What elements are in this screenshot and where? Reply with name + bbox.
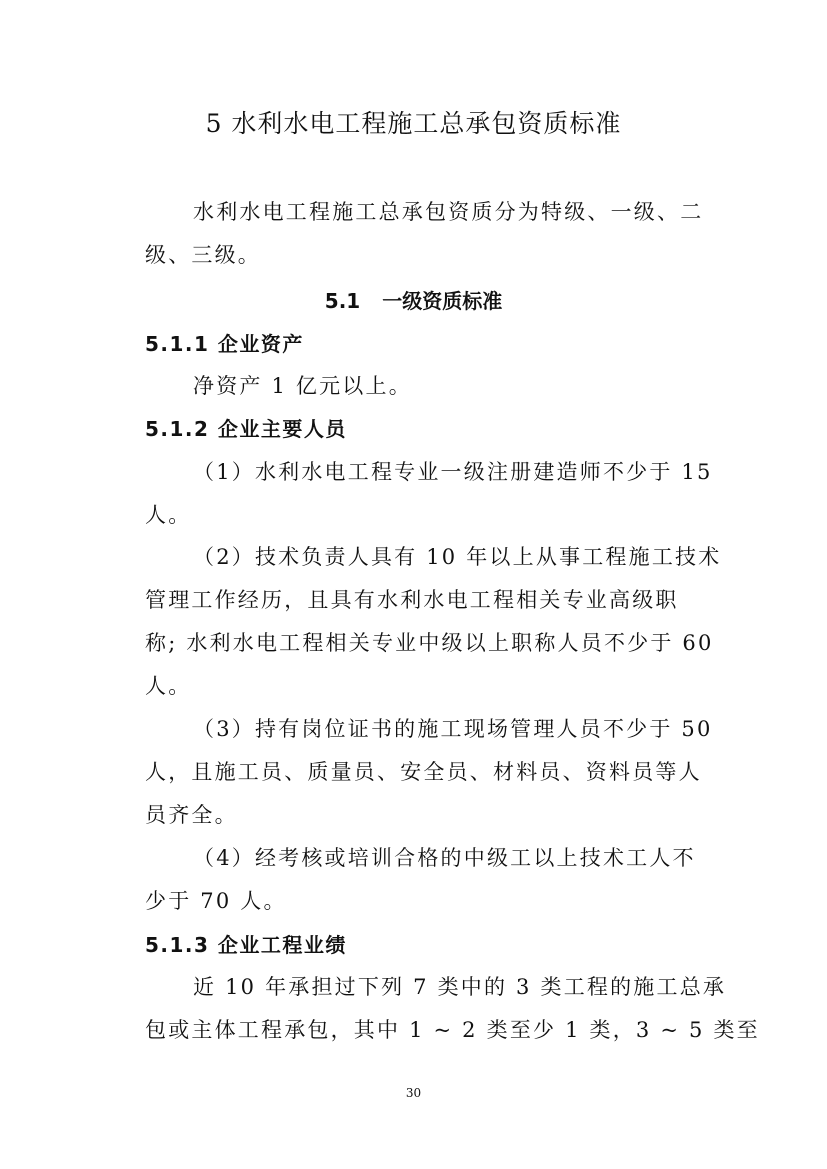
personnel-item3-line-2: 人，且施工员、质量员、安全员、材料员、资料员等人	[145, 760, 702, 784]
personnel-item2-line-3: 称; 水利水电工程相关专业中级以上职称人员不少于 60	[145, 631, 714, 655]
personnel-item3-line-3: 员齐全。	[145, 803, 238, 827]
page-title: 5 水利水电工程施工总承包资质标准	[205, 109, 622, 138]
personnel-item2-line-4: 人。	[145, 674, 192, 698]
subsection-heading-personnel: 5.1.2 企业主要人员	[145, 417, 347, 441]
performance-line-1: 近 10 年承担过下列 7 类中的 3 类工程的施工总承	[193, 975, 727, 999]
personnel-item2-line-2: 管理工作经历，且具有水利水电工程相关专业高级职	[145, 588, 679, 612]
personnel-item3-line-1: （3）持有岗位证书的施工现场管理人员不少于 50	[193, 717, 713, 741]
assets-line-1: 净资产 1 亿元以上。	[193, 374, 412, 398]
personnel-item1-line-1: （1）水利水电工程专业一级注册建造师不少于 15	[193, 460, 713, 484]
personnel-item2-line-1: （2）技术负责人具有 10 年以上从事工程施工技术	[193, 545, 722, 569]
section-number: 5.1	[324, 289, 361, 313]
personnel-item4-line-2: 少于 70 人。	[145, 889, 287, 913]
page-number: 30	[405, 1086, 422, 1100]
performance-line-2: 包或主体工程承包，其中 1 ~ 2 类至少 1 类，3 ~ 5 类至	[145, 1018, 760, 1042]
personnel-item1-line-2: 人。	[145, 503, 192, 527]
intro-line-1: 水利水电工程施工总承包资质分为特级、一级、二	[193, 200, 704, 224]
personnel-item4-line-1: （4）经考核或培训合格的中级工以上技术工人不	[193, 846, 696, 870]
subsection-heading-performance: 5.1.3 企业工程业绩	[145, 933, 347, 957]
intro-line-2: 级、三级。	[145, 243, 261, 267]
section-title: 一级资质标准	[382, 289, 503, 313]
section-heading	[0, 285, 827, 314]
subsection-heading-assets: 5.1.1 企业资产	[145, 332, 304, 356]
